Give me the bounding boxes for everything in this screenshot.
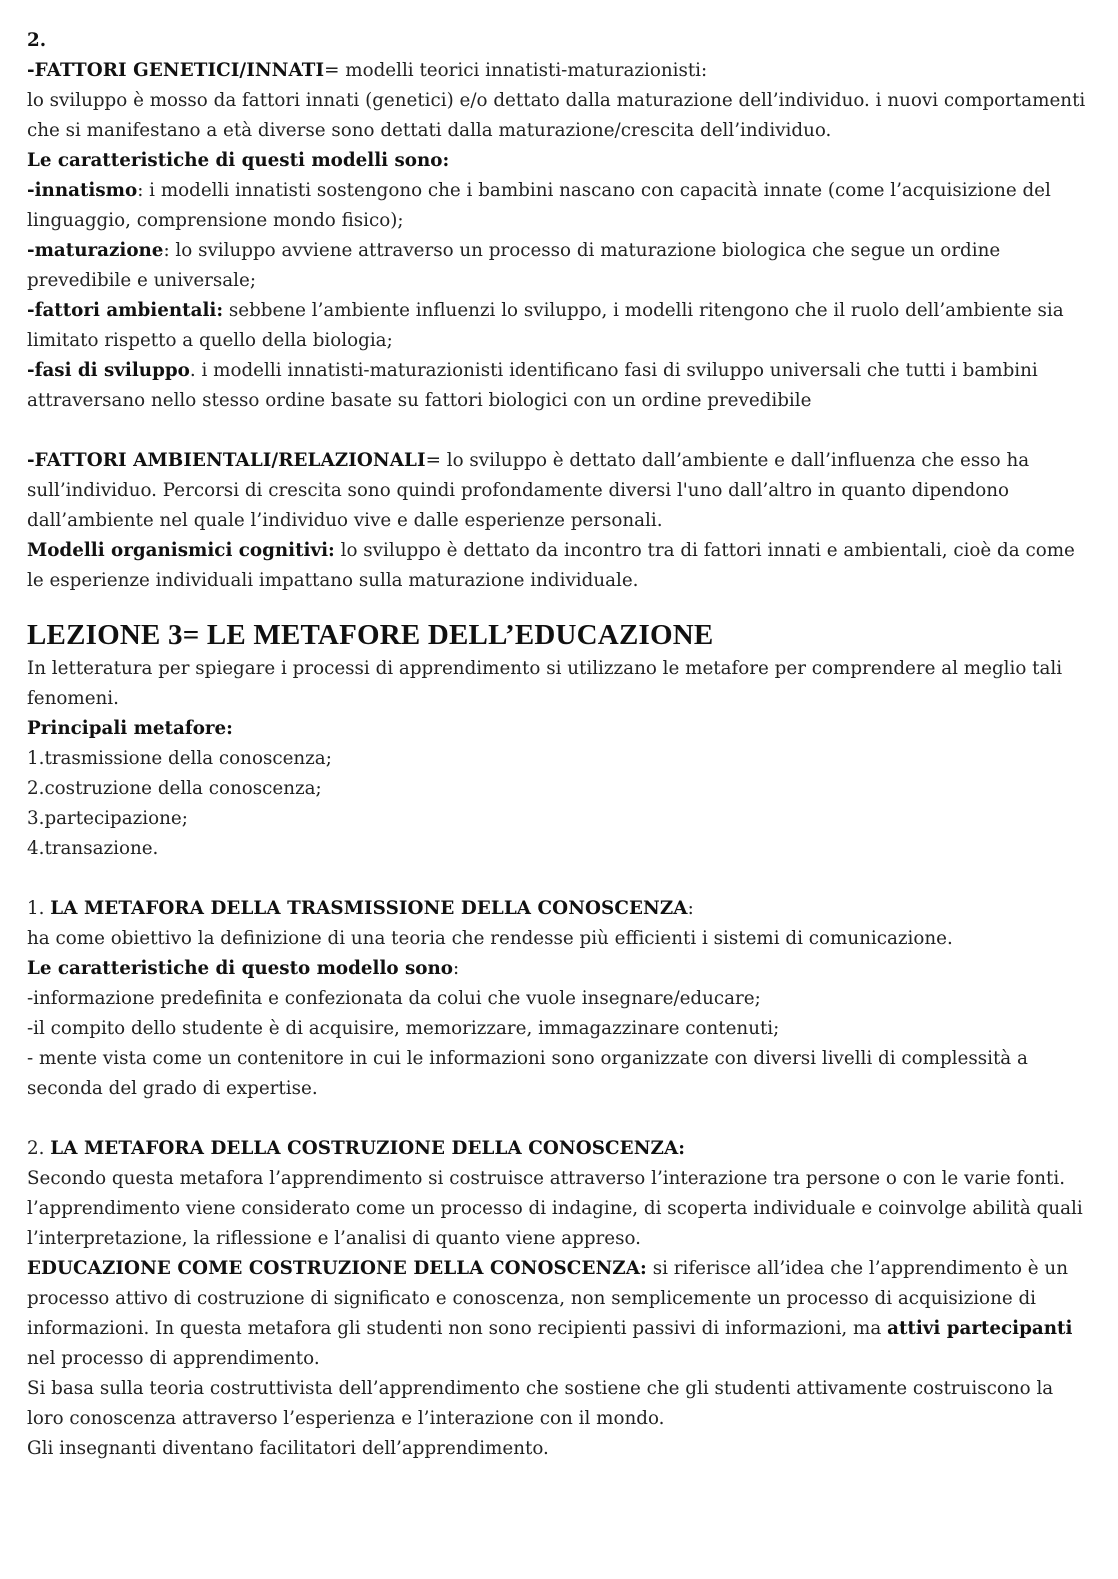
active-participants-emphasis: attivi partecipanti — [887, 1318, 1073, 1339]
spacer — [27, 596, 1093, 616]
genetic-factors-def: = modelli teorici innatisti-maturazionisti: — [324, 60, 708, 81]
metaphor-2-education: EDUCAZIONE COME COSTRUZIONE DELLA CONOSCENZA: si riferisce all’idea che l’apprendimento è un processo attivo di costruzione di significato e conoscenza, non semplicemente un processo di acquisizione di informazioni. In questa metafora gli studenti non sono recipienti passivi di informazioni, ma attivi partecipanti nel processo di apprendimento. — [27, 1258, 1073, 1369]
metaphor-1-features-heading: Le caratteristiche di questo modello sono: — [27, 958, 460, 979]
spacer — [27, 416, 1093, 446]
list-item: - mente vista come un contenitore in cui le informazioni sono organizzate con diversi livelli di complessità a seconda del grado di expertise. — [27, 1048, 1028, 1099]
list-item: 1.trasmissione della conoscenza; — [27, 748, 332, 769]
metaphor-2-constructivist: Si basa sulla teoria costruttivista dell’apprendimento che sostiene che gli studenti attivamente costruiscono la loro conoscenza attraverso l’esperienza e l’interazione con il mondo. — [27, 1378, 1054, 1429]
metaphor-2-teachers: Gli insegnanti diventano facilitatori dell’apprendimento. — [27, 1438, 549, 1459]
document-page — [27, 26, 1093, 1464]
list-item: 4.transazione. — [27, 838, 159, 859]
organismic-models — [27, 536, 1093, 596]
environmental-factors — [27, 446, 1093, 536]
genetic-factors-desc: lo sviluppo è mosso da fattori innati (genetici) e/o dettato dalla maturazione dell’individuo. i nuovi comportamenti che si manifestano a età diverse sono dettati dalla maturazione/crescita dell’individuo. — [27, 90, 1086, 141]
list-item: -il compito dello studente è di acquisire, memorizzare, immagazzinare contenuti; — [27, 1018, 780, 1039]
features-heading: Le caratteristiche di questi modelli sono: — [27, 150, 450, 171]
environmental-factors-text: = lo sviluppo è dettato dall’ambiente e dall’influenza che esso ha sull’individuo. Percorsi di crescita sono quindi profondamente diversi l'uno dall’altro in quanto dipendono dall’ambiente nel quale l’individuo vive e dalle esperienze personali. — [27, 450, 1030, 531]
organismic-models-term: Modelli organismici cognitivi: — [27, 540, 335, 561]
feature-fattori-ambientali: -fattori ambientali: sebbene l’ambiente influenzi lo sviluppo, i modelli ritengono che il ruolo dell’ambiente sia limitato rispetto a quello della biologia; — [27, 300, 1064, 351]
genetic-factors-heading — [27, 56, 1093, 86]
metaphors-heading: Principali metafore: — [27, 718, 233, 739]
feature-innatismo: -innatismo: i modelli innatisti sostengono che i bambini nascano con capacità innate (come l’acquisizione del linguaggio, comprensione mondo fisico); — [27, 180, 1051, 231]
metaphor-2-heading: 2. LA METAFORA DELLA COSTRUZIONE DELLA CONOSCENZA: — [27, 1138, 686, 1159]
environmental-factors-term: -FATTORI AMBIENTALI/RELAZIONALI — [27, 450, 426, 471]
list-item: 3.partecipazione; — [27, 808, 188, 829]
genetic-factors-term: -FATTORI GENETICI/INNATI — [27, 60, 325, 81]
lesson-title: LEZIONE 3= LE METAFORE DELL’EDUCAZIONE — [27, 619, 714, 651]
spacer — [27, 1104, 1093, 1134]
metaphor-1-desc: ha come obiettivo la definizione di una teoria che rendesse più efficienti i sistemi di comunicazione. — [27, 928, 953, 949]
feature-fasi-di-sviluppo: -fasi di sviluppo. i modelli innatisti-maturazionisti identificano fasi di sviluppo universali che tutti i bambini attraversano nello stesso ordine basate su fattori biologici con un ordine prevedibile — [27, 360, 1038, 411]
metaphor-1-heading: 1. LA METAFORA DELLA TRASMISSIONE DELLA CONOSCENZA: — [27, 898, 694, 919]
spacer — [27, 864, 1093, 894]
lesson-intro: In letteratura per spiegare i processi di apprendimento si utilizzano le metafore per comprendere al meglio tali fenomeni. — [27, 658, 1063, 709]
list-item: -informazione predefinita e confezionata da colui che vuole insegnare/educare; — [27, 988, 761, 1009]
feature-maturazione: -maturazione: lo sviluppo avviene attraverso un processo di maturazione biologica che segue un ordine prevedibile e universale; — [27, 240, 1001, 291]
metaphor-2-desc: Secondo questa metafora l’apprendimento si costruisce attraverso l’interazione tra persone o con le varie fonti. l’apprendimento viene considerato come un processo di indagine, di scoperta individuale e coinvolge abilità quali l’interpretazione, la riflessione e l’analisi di quanto viene appreso. — [27, 1168, 1083, 1249]
metaphor-2-education-term: EDUCAZIONE COME COSTRUZIONE DELLA CONOSCENZA: — [27, 1258, 647, 1279]
organismic-models-text: lo sviluppo è dettato da incontro tra di fattori innati e ambientali, cioè da come le esperienze individuali impattano sulla maturazione individuale. — [27, 540, 1075, 591]
list-item: 2.costruzione della conoscenza; — [27, 778, 322, 799]
section-number: 2. — [27, 30, 47, 51]
